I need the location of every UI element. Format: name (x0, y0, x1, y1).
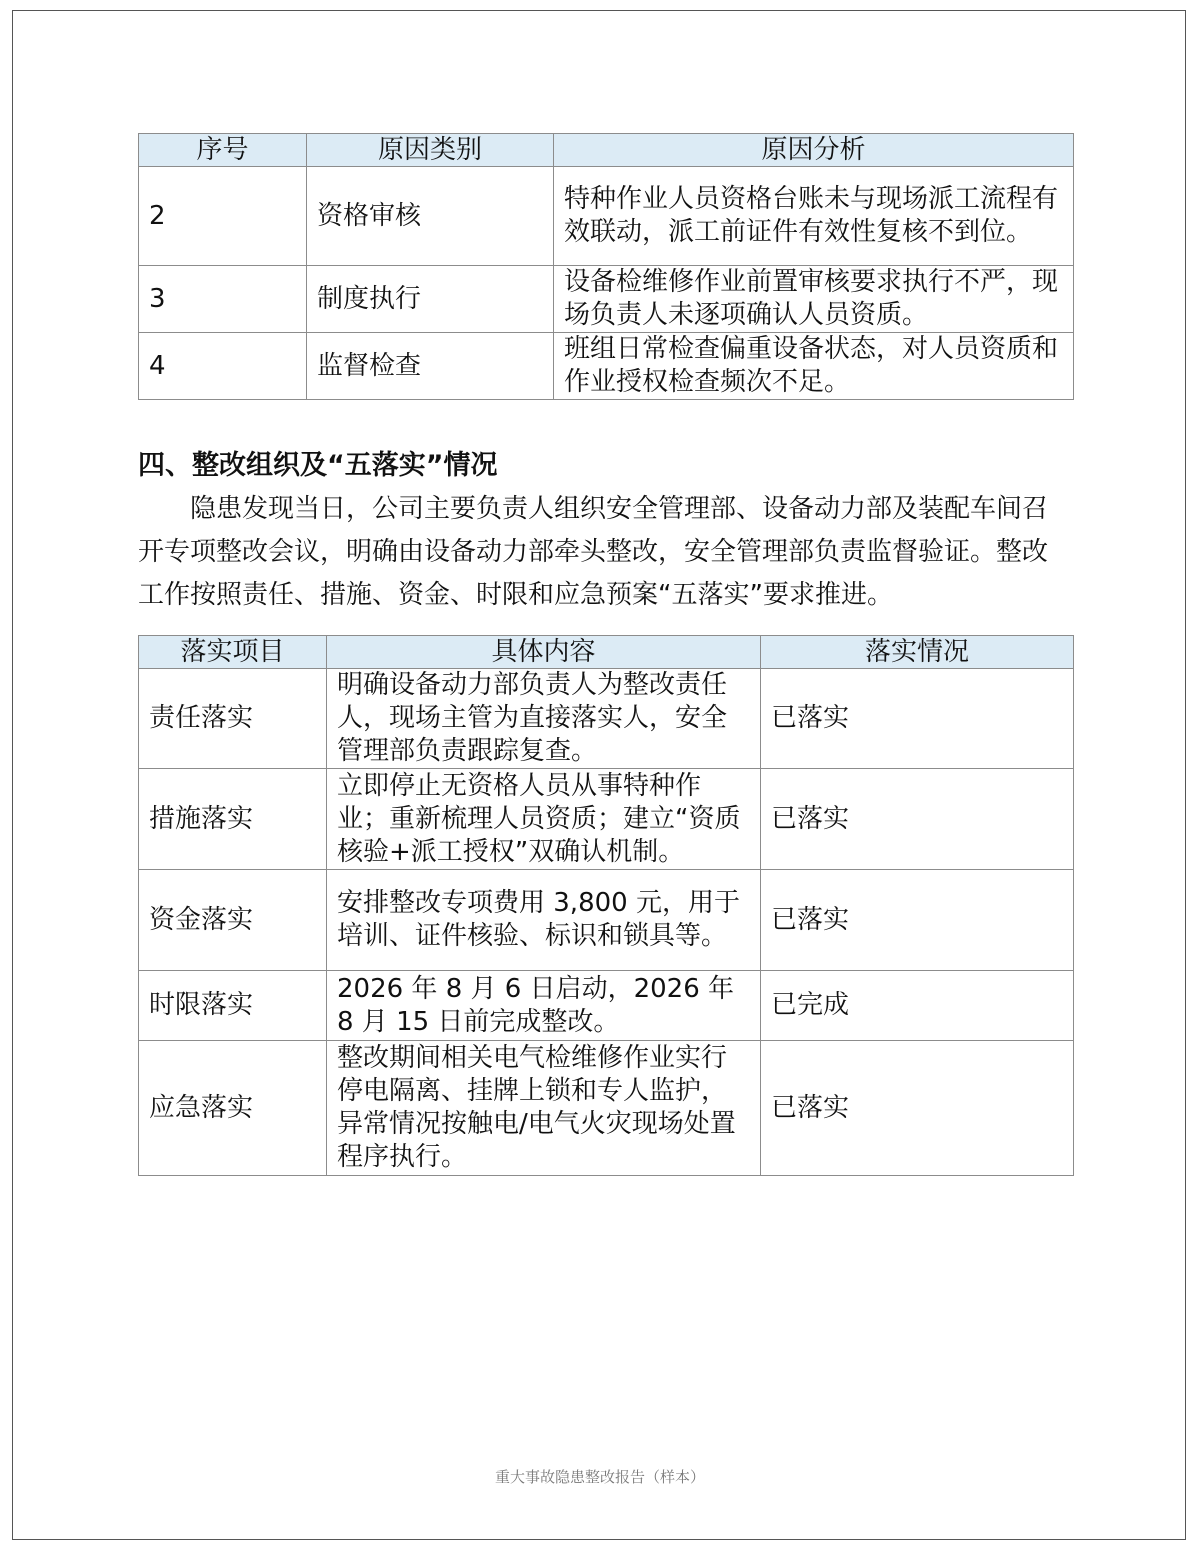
cell-item: 资金落实 (139, 870, 327, 971)
cell-item: 措施落实 (139, 769, 327, 870)
table-row (139, 769, 1074, 870)
table-row (139, 167, 1074, 266)
table-row (139, 870, 1074, 971)
table-row (139, 1041, 1074, 1176)
table-header-row (139, 134, 1074, 167)
cell-content: 立即停止无资格人员从事特种作业；重新梳理人员资质；建立“资质核验+派工授权”双确认机制。 (327, 769, 761, 870)
section-heading: 四、整改组织及“五落实”情况 (138, 450, 498, 481)
column-header-content: 具体内容 (327, 636, 761, 669)
cell-no: 3 (139, 266, 307, 333)
table-row (139, 971, 1074, 1041)
column-header-item: 落实项目 (139, 636, 327, 669)
column-header-status: 落实情况 (761, 636, 1074, 669)
table-row (139, 266, 1074, 333)
column-header-category: 原因类别 (307, 134, 554, 167)
cell-category: 资格审核 (307, 167, 554, 266)
column-header-no: 序号 (139, 134, 307, 167)
cause-analysis-table (138, 133, 1074, 400)
cell-content: 安排整改专项费用 3,800 元，用于培训、证件核验、标识和锁具等。 (327, 870, 761, 971)
cell-analysis: 班组日常检查偏重设备状态，对人员资质和作业授权检查频次不足。 (554, 333, 1074, 400)
column-header-analysis: 原因分析 (554, 134, 1074, 167)
table-row (139, 669, 1074, 769)
cell-content: 整改期间相关电气检维修作业实行停电隔离、挂牌上锁和专人监护，异常情况按触电/电气火灾现场处置程序执行。 (327, 1041, 761, 1176)
cell-status: 已落实 (761, 870, 1074, 971)
cell-status: 已落实 (761, 1041, 1074, 1176)
cell-item: 时限落实 (139, 971, 327, 1041)
cell-no: 4 (139, 333, 307, 400)
cell-category: 监督检查 (307, 333, 554, 400)
table-header-row (139, 636, 1074, 669)
five-implementation-table (138, 635, 1074, 1176)
cell-status: 已完成 (761, 971, 1074, 1041)
cell-status: 已落实 (761, 769, 1074, 870)
cell-item: 责任落实 (139, 669, 327, 769)
cell-analysis: 设备检维修作业前置审核要求执行不严，现场负责人未逐项确认人员资质。 (554, 266, 1074, 333)
cell-no: 2 (139, 167, 307, 266)
cell-category: 制度执行 (307, 266, 554, 333)
section-paragraph: 隐患发现当日，公司主要负责人组织安全管理部、设备动力部及装配车间召开专项整改会议，明确由设备动力部牵头整改，安全管理部负责监督验证。整改工作按照责任、措施、资金、时限和应急预案“五落实”要求推进。 (138, 494, 1049, 610)
cell-analysis: 特种作业人员资格台账未与现场派工流程有效联动，派工前证件有效性复核不到位。 (554, 167, 1074, 266)
page-footer: 重大事故隐患整改报告（样本） (494, 1468, 705, 1486)
cell-content: 2026 年 8 月 6 日启动，2026 年 8 月 15 日前完成整改。 (327, 971, 761, 1041)
cell-status: 已落实 (761, 669, 1074, 769)
cell-content: 明确设备动力部负责人为整改责任人，现场主管为直接落实人，安全管理部负责跟踪复查。 (327, 669, 761, 769)
table-row (139, 333, 1074, 400)
cell-item: 应急落实 (139, 1041, 327, 1176)
